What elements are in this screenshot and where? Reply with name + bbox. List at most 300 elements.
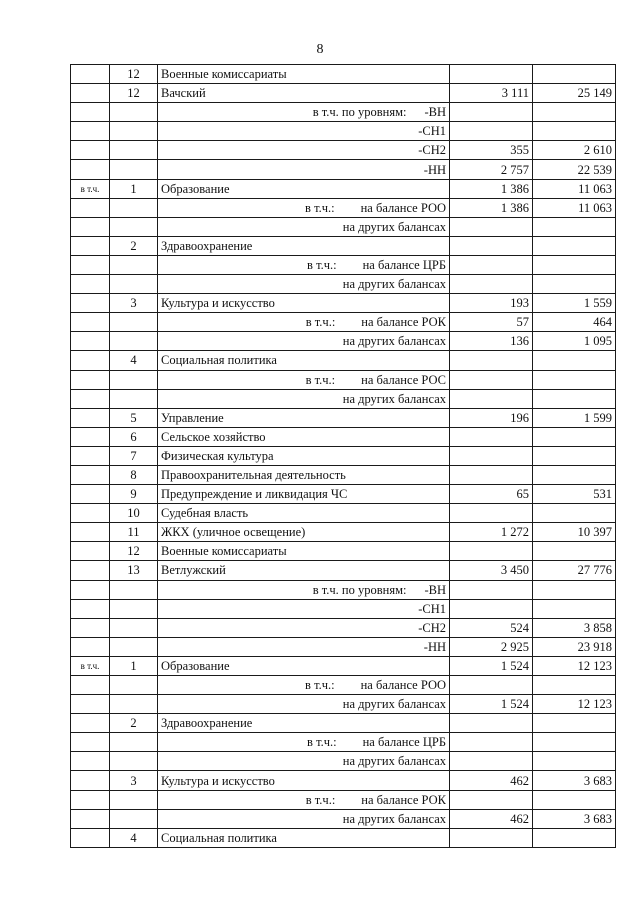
value-col-2: 11 063 xyxy=(533,198,616,217)
breakdown-label: в т.ч.: xyxy=(305,200,335,215)
breakdown-label: в т.ч.: xyxy=(305,372,336,387)
value-col-1: 196 xyxy=(450,408,533,427)
incl-marker-cell xyxy=(71,389,110,408)
table-row xyxy=(71,542,616,561)
item-number-cell xyxy=(110,122,158,141)
value-col-1 xyxy=(450,427,533,446)
table-row xyxy=(71,485,616,504)
breakdown-line xyxy=(161,141,446,159)
table-row xyxy=(71,294,616,313)
value-col-1 xyxy=(450,275,533,294)
value-col-2: 12 123 xyxy=(533,695,616,714)
value-col-1: 136 xyxy=(450,332,533,351)
value-col-1: 2 925 xyxy=(450,637,533,656)
item-number-cell: 10 xyxy=(110,504,158,523)
value-col-2 xyxy=(533,103,616,122)
table-row xyxy=(71,733,616,752)
value-col-1 xyxy=(450,828,533,847)
value-col-1: 57 xyxy=(450,313,533,332)
incl-marker-cell xyxy=(71,676,110,695)
breakdown-text: -НН xyxy=(423,162,446,177)
breakdown-line xyxy=(161,275,446,293)
incl-marker-cell xyxy=(71,465,110,484)
item-number-cell xyxy=(110,599,158,618)
table-row xyxy=(71,599,616,618)
breakdown-line xyxy=(161,390,446,408)
breakdown-cell xyxy=(158,198,450,217)
value-col-2 xyxy=(533,504,616,523)
breakdown-text: на других балансах xyxy=(342,334,446,349)
value-col-1: 65 xyxy=(450,485,533,504)
breakdown-line xyxy=(161,581,446,599)
value-col-2 xyxy=(533,733,616,752)
breakdown-text: на балансе РОС xyxy=(361,372,446,387)
item-number-cell xyxy=(110,198,158,217)
breakdown-text: на балансе РОК xyxy=(361,792,446,807)
item-number-cell xyxy=(110,332,158,351)
table-row xyxy=(71,103,616,122)
incl-marker-cell xyxy=(71,599,110,618)
breakdown-cell xyxy=(158,580,450,599)
incl-marker-cell xyxy=(71,771,110,790)
incl-marker-cell xyxy=(71,580,110,599)
table-row xyxy=(71,446,616,465)
value-col-1 xyxy=(450,351,533,370)
value-col-1 xyxy=(450,370,533,389)
value-col-2: 10 397 xyxy=(533,523,616,542)
value-col-2: 27 776 xyxy=(533,561,616,580)
breakdown-text: -СН2 xyxy=(418,143,446,158)
table-row xyxy=(71,828,616,847)
item-number-cell xyxy=(110,752,158,771)
value-col-1 xyxy=(450,676,533,695)
item-number-cell: 5 xyxy=(110,408,158,427)
incl-marker-cell xyxy=(71,103,110,122)
incl-marker-cell xyxy=(71,695,110,714)
value-col-1 xyxy=(450,542,533,561)
value-col-2: 25 149 xyxy=(533,84,616,103)
breakdown-text: на балансе ЦРБ xyxy=(362,735,446,750)
breakdown-line xyxy=(161,752,446,770)
item-name-cell: ЖКХ (уличное освещение) xyxy=(158,523,450,542)
breakdown-label: в т.ч. по уровням: xyxy=(312,105,407,120)
item-name-cell: Правоохранительная деятельность xyxy=(158,465,450,484)
value-col-2 xyxy=(533,389,616,408)
incl-marker-cell xyxy=(71,141,110,160)
value-col-1 xyxy=(450,733,533,752)
item-number-cell xyxy=(110,103,158,122)
incl-marker-cell xyxy=(71,351,110,370)
value-col-2 xyxy=(533,752,616,771)
breakdown-line xyxy=(161,733,446,751)
item-number-cell: 1 xyxy=(110,656,158,675)
breakdown-cell xyxy=(158,122,450,141)
breakdown-cell xyxy=(158,255,450,274)
breakdown-text: на других балансах xyxy=(342,219,446,234)
table-row xyxy=(71,198,616,217)
breakdown-label: в т.ч.: xyxy=(307,735,337,750)
table-row xyxy=(71,523,616,542)
breakdown-text: -СН1 xyxy=(418,124,446,139)
breakdown-line xyxy=(161,638,446,656)
breakdown-cell xyxy=(158,141,450,160)
table-row xyxy=(71,160,616,179)
value-col-1 xyxy=(450,752,533,771)
item-number-cell xyxy=(110,389,158,408)
item-number-cell xyxy=(110,141,158,160)
table-row xyxy=(71,275,616,294)
value-col-2 xyxy=(533,370,616,389)
value-col-1 xyxy=(450,217,533,236)
value-col-2 xyxy=(533,65,616,84)
table-row xyxy=(71,217,616,236)
breakdown-line xyxy=(161,256,446,274)
value-col-2: 23 918 xyxy=(533,637,616,656)
value-col-2: 11 063 xyxy=(533,179,616,198)
item-name-cell: Культура и искусство xyxy=(158,771,450,790)
item-name-cell: Здравоохранение xyxy=(158,236,450,255)
incl-marker-cell xyxy=(71,446,110,465)
breakdown-label: в т.ч.: xyxy=(305,792,336,807)
breakdown-cell xyxy=(158,809,450,828)
breakdown-cell xyxy=(158,695,450,714)
value-col-1: 3 450 xyxy=(450,561,533,580)
item-number-cell: 4 xyxy=(110,351,158,370)
item-number-cell: 13 xyxy=(110,561,158,580)
item-number-cell: 7 xyxy=(110,446,158,465)
breakdown-cell xyxy=(158,332,450,351)
incl-marker-cell xyxy=(71,122,110,141)
breakdown-label: в т.ч.: xyxy=(305,315,336,330)
incl-marker-cell xyxy=(71,561,110,580)
breakdown-text: на других балансах xyxy=(342,754,446,769)
value-col-1: 2 757 xyxy=(450,160,533,179)
value-col-2 xyxy=(533,122,616,141)
breakdown-cell xyxy=(158,637,450,656)
breakdown-line xyxy=(161,619,446,637)
table-row xyxy=(71,714,616,733)
value-col-1 xyxy=(450,446,533,465)
table-row xyxy=(71,427,616,446)
breakdown-text: на других балансах xyxy=(342,811,446,826)
item-number-cell xyxy=(110,809,158,828)
item-name-cell: Культура и искусство xyxy=(158,294,450,313)
value-col-2 xyxy=(533,676,616,695)
item-number-cell xyxy=(110,217,158,236)
incl-marker-cell xyxy=(71,809,110,828)
breakdown-cell xyxy=(158,389,450,408)
value-col-1 xyxy=(450,103,533,122)
incl-marker-cell xyxy=(71,752,110,771)
table-row xyxy=(71,313,616,332)
item-name-cell: Здравоохранение xyxy=(158,714,450,733)
table-row xyxy=(71,122,616,141)
value-col-1: 1 524 xyxy=(450,695,533,714)
item-number-cell: 3 xyxy=(110,294,158,313)
value-col-1: 462 xyxy=(450,771,533,790)
value-col-1 xyxy=(450,389,533,408)
breakdown-line xyxy=(161,103,446,121)
value-col-1 xyxy=(450,65,533,84)
breakdown-line xyxy=(161,218,446,236)
value-col-1: 1 272 xyxy=(450,523,533,542)
table-row xyxy=(71,752,616,771)
table-row xyxy=(71,84,616,103)
item-number-cell: 4 xyxy=(110,828,158,847)
value-col-1: 1 524 xyxy=(450,656,533,675)
breakdown-line xyxy=(161,695,446,713)
incl-marker-cell xyxy=(71,84,110,103)
breakdown-text: -ВН xyxy=(424,582,446,597)
incl-marker-cell xyxy=(71,542,110,561)
incl-marker-cell xyxy=(71,523,110,542)
table-row xyxy=(71,790,616,809)
value-col-2 xyxy=(533,427,616,446)
incl-marker-cell xyxy=(71,504,110,523)
table-row xyxy=(71,408,616,427)
item-number-cell xyxy=(110,580,158,599)
incl-marker-cell xyxy=(71,198,110,217)
value-col-1 xyxy=(450,255,533,274)
value-col-2: 22 539 xyxy=(533,160,616,179)
breakdown-line xyxy=(161,332,446,350)
value-col-2: 3 683 xyxy=(533,809,616,828)
table-row xyxy=(71,141,616,160)
table-row xyxy=(71,504,616,523)
breakdown-cell xyxy=(158,733,450,752)
item-name-cell: Социальная политика xyxy=(158,828,450,847)
incl-marker-cell xyxy=(71,370,110,389)
breakdown-text: -НН xyxy=(423,639,446,654)
incl-marker-cell xyxy=(71,294,110,313)
incl-marker-cell xyxy=(71,255,110,274)
incl-marker-cell xyxy=(71,714,110,733)
table-row xyxy=(71,771,616,790)
table-body xyxy=(71,65,616,848)
item-number-cell: 9 xyxy=(110,485,158,504)
value-col-1 xyxy=(450,599,533,618)
breakdown-line xyxy=(161,371,446,389)
incl-marker-cell xyxy=(71,408,110,427)
value-col-2: 3 683 xyxy=(533,771,616,790)
item-number-cell: 12 xyxy=(110,542,158,561)
table-row xyxy=(71,255,616,274)
value-col-2 xyxy=(533,542,616,561)
incl-marker-cell xyxy=(71,618,110,637)
breakdown-text: на балансе ЦРБ xyxy=(362,257,446,272)
page-number: 8 xyxy=(316,42,324,57)
value-col-1: 524 xyxy=(450,618,533,637)
item-number-cell: 3 xyxy=(110,771,158,790)
table-row xyxy=(71,65,616,84)
value-col-2 xyxy=(533,446,616,465)
item-name-cell: Социальная политика xyxy=(158,351,450,370)
item-number-cell xyxy=(110,275,158,294)
breakdown-line xyxy=(161,791,446,809)
value-col-1 xyxy=(450,580,533,599)
incl-marker-cell: в т.ч. xyxy=(71,179,110,198)
incl-marker-cell xyxy=(71,828,110,847)
breakdown-line xyxy=(161,810,446,828)
value-col-2 xyxy=(533,828,616,847)
value-col-2 xyxy=(533,217,616,236)
value-col-1 xyxy=(450,122,533,141)
value-col-2 xyxy=(533,255,616,274)
value-col-1 xyxy=(450,790,533,809)
item-number-cell xyxy=(110,618,158,637)
item-name-cell: Предупреждение и ликвидация ЧС xyxy=(158,485,450,504)
item-number-cell: 12 xyxy=(110,65,158,84)
item-name-cell: Управление xyxy=(158,408,450,427)
item-name-cell: Ветлужский xyxy=(158,561,450,580)
breakdown-text: -СН1 xyxy=(418,601,446,616)
incl-marker-cell xyxy=(71,217,110,236)
value-col-2: 531 xyxy=(533,485,616,504)
breakdown-line xyxy=(161,676,446,694)
item-number-cell: 8 xyxy=(110,465,158,484)
value-col-2: 1 599 xyxy=(533,408,616,427)
value-col-2: 3 858 xyxy=(533,618,616,637)
budget-table xyxy=(70,64,616,848)
value-col-2 xyxy=(533,351,616,370)
breakdown-line xyxy=(161,161,446,179)
item-number-cell xyxy=(110,790,158,809)
item-number-cell xyxy=(110,695,158,714)
item-number-cell: 11 xyxy=(110,523,158,542)
value-col-1: 355 xyxy=(450,141,533,160)
table-row xyxy=(71,809,616,828)
breakdown-line xyxy=(161,313,446,331)
table-row xyxy=(71,236,616,255)
table-row xyxy=(71,465,616,484)
incl-marker-cell xyxy=(71,637,110,656)
breakdown-cell xyxy=(158,752,450,771)
item-number-cell: 12 xyxy=(110,84,158,103)
value-col-2 xyxy=(533,275,616,294)
incl-marker-cell xyxy=(71,275,110,294)
value-col-2 xyxy=(533,790,616,809)
breakdown-label: в т.ч. по уровням: xyxy=(312,582,407,597)
breakdown-line xyxy=(161,199,446,217)
breakdown-cell xyxy=(158,160,450,179)
value-col-2: 464 xyxy=(533,313,616,332)
value-col-2: 12 123 xyxy=(533,656,616,675)
table-row xyxy=(71,179,616,198)
item-name-cell: Судебная власть xyxy=(158,504,450,523)
item-number-cell xyxy=(110,160,158,179)
item-name-cell: Военные комиссариаты xyxy=(158,65,450,84)
breakdown-cell xyxy=(158,676,450,695)
item-number-cell: 2 xyxy=(110,714,158,733)
value-col-1: 462 xyxy=(450,809,533,828)
item-number-cell xyxy=(110,733,158,752)
value-col-2 xyxy=(533,236,616,255)
breakdown-text: на балансе РОО xyxy=(360,678,446,693)
incl-marker-cell xyxy=(71,160,110,179)
breakdown-text: -СН2 xyxy=(418,620,446,635)
value-col-1 xyxy=(450,504,533,523)
item-number-cell: 1 xyxy=(110,179,158,198)
item-number-cell xyxy=(110,313,158,332)
breakdown-cell xyxy=(158,275,450,294)
table-row xyxy=(71,580,616,599)
item-number-cell xyxy=(110,255,158,274)
value-col-1: 193 xyxy=(450,294,533,313)
table-row xyxy=(71,676,616,695)
breakdown-cell xyxy=(158,618,450,637)
item-name-cell: Образование xyxy=(158,179,450,198)
breakdown-label: в т.ч.: xyxy=(305,678,335,693)
breakdown-text: на других балансах xyxy=(342,697,446,712)
item-number-cell: 2 xyxy=(110,236,158,255)
value-col-2: 2 610 xyxy=(533,141,616,160)
table-row xyxy=(71,618,616,637)
value-col-1: 1 386 xyxy=(450,179,533,198)
item-number-cell xyxy=(110,370,158,389)
breakdown-cell xyxy=(158,103,450,122)
item-name-cell: Сельское хозяйство xyxy=(158,427,450,446)
incl-marker-cell xyxy=(71,427,110,446)
value-col-2 xyxy=(533,465,616,484)
value-col-1: 3 111 xyxy=(450,84,533,103)
value-col-1 xyxy=(450,714,533,733)
breakdown-cell xyxy=(158,370,450,389)
table-row xyxy=(71,637,616,656)
item-name-cell: Физическая культура xyxy=(158,446,450,465)
incl-marker-cell xyxy=(71,790,110,809)
table-row xyxy=(71,389,616,408)
value-col-1 xyxy=(450,236,533,255)
item-number-cell xyxy=(110,637,158,656)
breakdown-text: на других балансах xyxy=(342,391,446,406)
item-name-cell: Вачский xyxy=(158,84,450,103)
breakdown-line xyxy=(161,122,446,140)
incl-marker-cell xyxy=(71,485,110,504)
value-col-2: 1 095 xyxy=(533,332,616,351)
item-name-cell: Военные комиссариаты xyxy=(158,542,450,561)
value-col-2 xyxy=(533,580,616,599)
incl-marker-cell xyxy=(71,313,110,332)
incl-marker-cell xyxy=(71,733,110,752)
item-name-cell: Образование xyxy=(158,656,450,675)
breakdown-text: на балансе РОК xyxy=(361,315,446,330)
item-number-cell: 6 xyxy=(110,427,158,446)
breakdown-text: -ВН xyxy=(424,105,446,120)
breakdown-line xyxy=(161,600,446,618)
breakdown-cell xyxy=(158,217,450,236)
value-col-2 xyxy=(533,714,616,733)
table-row xyxy=(71,370,616,389)
incl-marker-cell: в т.ч. xyxy=(71,656,110,675)
incl-marker-cell xyxy=(71,332,110,351)
table-row xyxy=(71,351,616,370)
breakdown-cell xyxy=(158,313,450,332)
breakdown-cell xyxy=(158,790,450,809)
value-col-1: 1 386 xyxy=(450,198,533,217)
table-row xyxy=(71,695,616,714)
table-row xyxy=(71,561,616,580)
value-col-2: 1 559 xyxy=(533,294,616,313)
value-col-2 xyxy=(533,599,616,618)
table-row xyxy=(71,656,616,675)
breakdown-text: на балансе РОО xyxy=(360,200,446,215)
incl-marker-cell xyxy=(71,236,110,255)
breakdown-cell xyxy=(158,599,450,618)
value-col-1 xyxy=(450,465,533,484)
breakdown-text: на других балансах xyxy=(342,277,446,292)
incl-marker-cell xyxy=(71,65,110,84)
item-number-cell xyxy=(110,676,158,695)
